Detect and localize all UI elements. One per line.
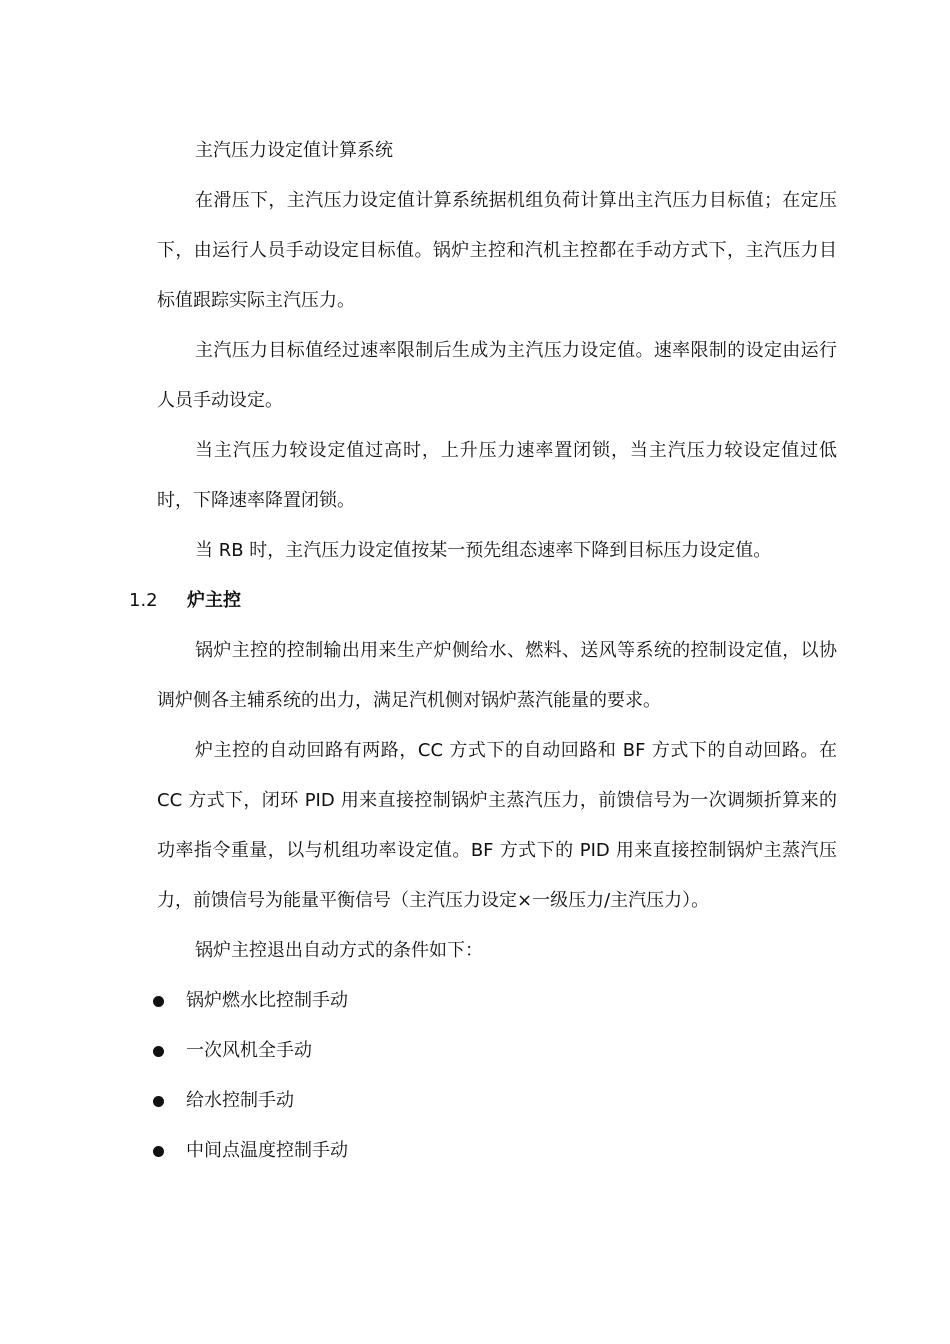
paragraph-exit-conditions: 锅炉主控退出自动方式的条件如下： [195, 940, 483, 961]
paragraph-boiler-master-output: 锅炉主控的控制输出用来生产炉侧给水、燃料、送风等系统的控制设定值，以协调炉侧各主辅系统的出力，满足汽机侧对锅炉蒸汽能量的要求。 [157, 640, 837, 711]
paragraph-rate-limit: 主汽压力目标值经过速率限制后生成为主汽压力设定值。速率限制的设定由运行人员手动设定。 [157, 340, 837, 411]
bullet-icon [153, 1096, 164, 1107]
list-item [157, 1126, 837, 1176]
section-number: 1.2 [129, 590, 158, 611]
document-body [129, 126, 837, 1176]
bullet-icon [153, 1146, 164, 1157]
list-item-text: 中间点温度控制手动 [186, 1140, 348, 1161]
list-item-text: 锅炉燃水比控制手动 [186, 990, 348, 1011]
bullet-icon [153, 996, 164, 1007]
exit-condition-list [157, 976, 837, 1176]
section-title: 炉主控 [187, 590, 241, 611]
list-item [157, 976, 837, 1026]
paragraph-rb: 当 RB 时，主汽压力设定值按某一预先组态速率下降到目标压力设定值。 [195, 540, 772, 561]
bullet-icon [153, 1046, 164, 1057]
list-item-text: 一次风机全手动 [186, 1040, 312, 1061]
list-item [157, 1026, 837, 1076]
paragraph-sliding-pressure: 在滑压下，主汽压力设定值计算系统据机组负荷计算出主汽压力目标值；在定压下，由运行人员手动设定目标值。锅炉主控和汽机主控都在手动方式下，主汽压力目标值跟踪实际主汽压力。 [157, 190, 837, 311]
list-item [157, 1076, 837, 1126]
subheading: 主汽压力设定值计算系统 [195, 140, 393, 161]
paragraph-lockout: 当主汽压力较设定值过高时，上升压力速率置闭锁，当主汽压力较设定值过低时，下降速率降置闭锁。 [157, 440, 837, 511]
paragraph-auto-loops: 炉主控的自动回路有两路，CC 方式下的自动回路和 BF 方式下的自动回路。在 CC 方式下，闭环 PID 用来直接控制锅炉主蒸汽压力，前馈信号为一次调频折算来的功率指令重量，以与机组功率设定值。BF 方式下的 PID 用来直接控制锅炉主蒸汽压力，前馈信号为能量平衡信号（主汽压力设定×一级压力/主汽压力）。 [157, 740, 837, 911]
section-heading [129, 576, 837, 626]
list-item-text: 给水控制手动 [186, 1090, 294, 1111]
